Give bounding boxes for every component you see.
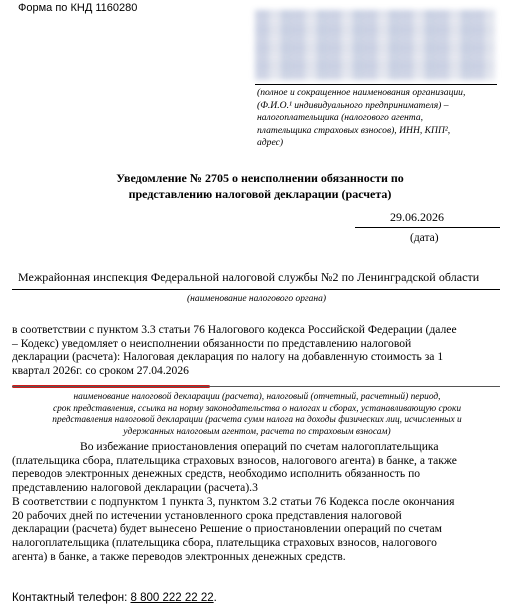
date-caption: (дата) bbox=[410, 232, 439, 244]
recipient-caption-line: адрес) bbox=[257, 137, 284, 149]
tax-authority-caption: (наименование налогового органа) bbox=[186, 294, 327, 304]
paragraph-line: Во избежание приостановления операций по счетам налогоплательщика bbox=[80, 440, 439, 453]
paragraph-line: декларации (расчета): Налоговая декларация по налогу на добавленную стоимость за 1 bbox=[12, 350, 444, 364]
notice-paragraph-3 bbox=[12, 495, 502, 564]
paragraph-line: (плательщика сбора, плательщика страховых взносов, налогового агента) в банке, а также bbox=[12, 453, 457, 467]
contact-phone-trail: . bbox=[213, 592, 217, 604]
paragraph-line: В соответствии с подпунктом 1 пункта 3, пунктом 3.2 статьи 76 Кодекса после окончания bbox=[12, 495, 455, 508]
paragraph-line: в соответствии с пунктом 3.3 статьи 76 Налогового кодекса Российской Федерации (далее bbox=[12, 323, 457, 336]
paragraph-line: налогоплательщика (плательщика сбора, плательщика страховых взносов, налогового bbox=[12, 536, 437, 550]
caption-line: наименование налоговой декларации (расчета), налоговый (отчетный, расчетный) период, bbox=[73, 392, 441, 402]
recipient-caption-line: плательщика страховых взносов), ИНН, КПП², bbox=[257, 124, 451, 136]
notice-paragraph-1 bbox=[12, 323, 502, 378]
paragraph-line: агента) в банке, а также переводов электронных денежных средств. bbox=[12, 549, 346, 563]
paragraph-line: представлению налоговой декларации (расчета).3 bbox=[12, 481, 258, 495]
notice-title-line: Уведомление № 2705 о неисполнении обязанности по bbox=[116, 171, 404, 185]
caption-line: представления налоговой декларации (расчета сумм налога на доходы физических лиц, исчисленных и bbox=[52, 415, 462, 426]
form-code: Форма по КНД 1160280 bbox=[18, 2, 138, 14]
tax-authority-name: Межрайонная инспекция Федеральной налоговой службы №2 по Ленинградской области bbox=[18, 270, 480, 284]
recipient-caption-line: (Ф.И.О.¹ индивидуального предпринимателя) – bbox=[257, 99, 449, 111]
date-divider bbox=[355, 227, 500, 228]
recipient-caption-line: (полное и сокращенное наименования организации, bbox=[257, 87, 466, 98]
paragraph-line: переводов электронных денежных средств, необходимо исполнить обязанность по bbox=[12, 467, 421, 481]
contact-phone bbox=[12, 592, 217, 604]
recipient-caption bbox=[257, 87, 497, 150]
declaration-divider bbox=[12, 386, 500, 387]
notice-paragraph-2 bbox=[12, 440, 502, 495]
contact-phone-number: 8 800 222 22 22 bbox=[130, 592, 214, 604]
notice-title-line: представлению налоговой декларации (расчета) bbox=[128, 187, 392, 201]
paragraph-line: 20 рабочих дней по истечении установленного срока представления налоговой bbox=[12, 508, 402, 522]
paragraph-line: – Кодекс) уведомляет о неисполнении обязанности по представлению налоговой bbox=[12, 336, 412, 350]
contact-phone-label: Контактный телефон: bbox=[12, 592, 131, 604]
recipient-divider bbox=[255, 84, 497, 85]
recipient-caption-line: налогоплательщика (налогового агента, bbox=[257, 112, 424, 124]
notice-title bbox=[100, 170, 420, 202]
redacted-recipient-block bbox=[255, 10, 495, 80]
paragraph-line: декларации (расчета) будет вынесено Решение о приостановлении операций по счетам bbox=[12, 522, 442, 536]
caption-line: удержанных налоговым агентом, расчета по страховым взносам) bbox=[123, 426, 391, 437]
declaration-caption bbox=[12, 392, 502, 438]
authority-divider bbox=[12, 289, 500, 290]
notice-date: 29.06.2026 bbox=[390, 210, 444, 224]
paragraph-line: квартал 2026г. со сроком 27.04.2026 bbox=[12, 364, 189, 378]
caption-line: срок представления, ссылка на норму законодательства о налогах и сборах, устанавливающую сроки bbox=[52, 403, 462, 414]
